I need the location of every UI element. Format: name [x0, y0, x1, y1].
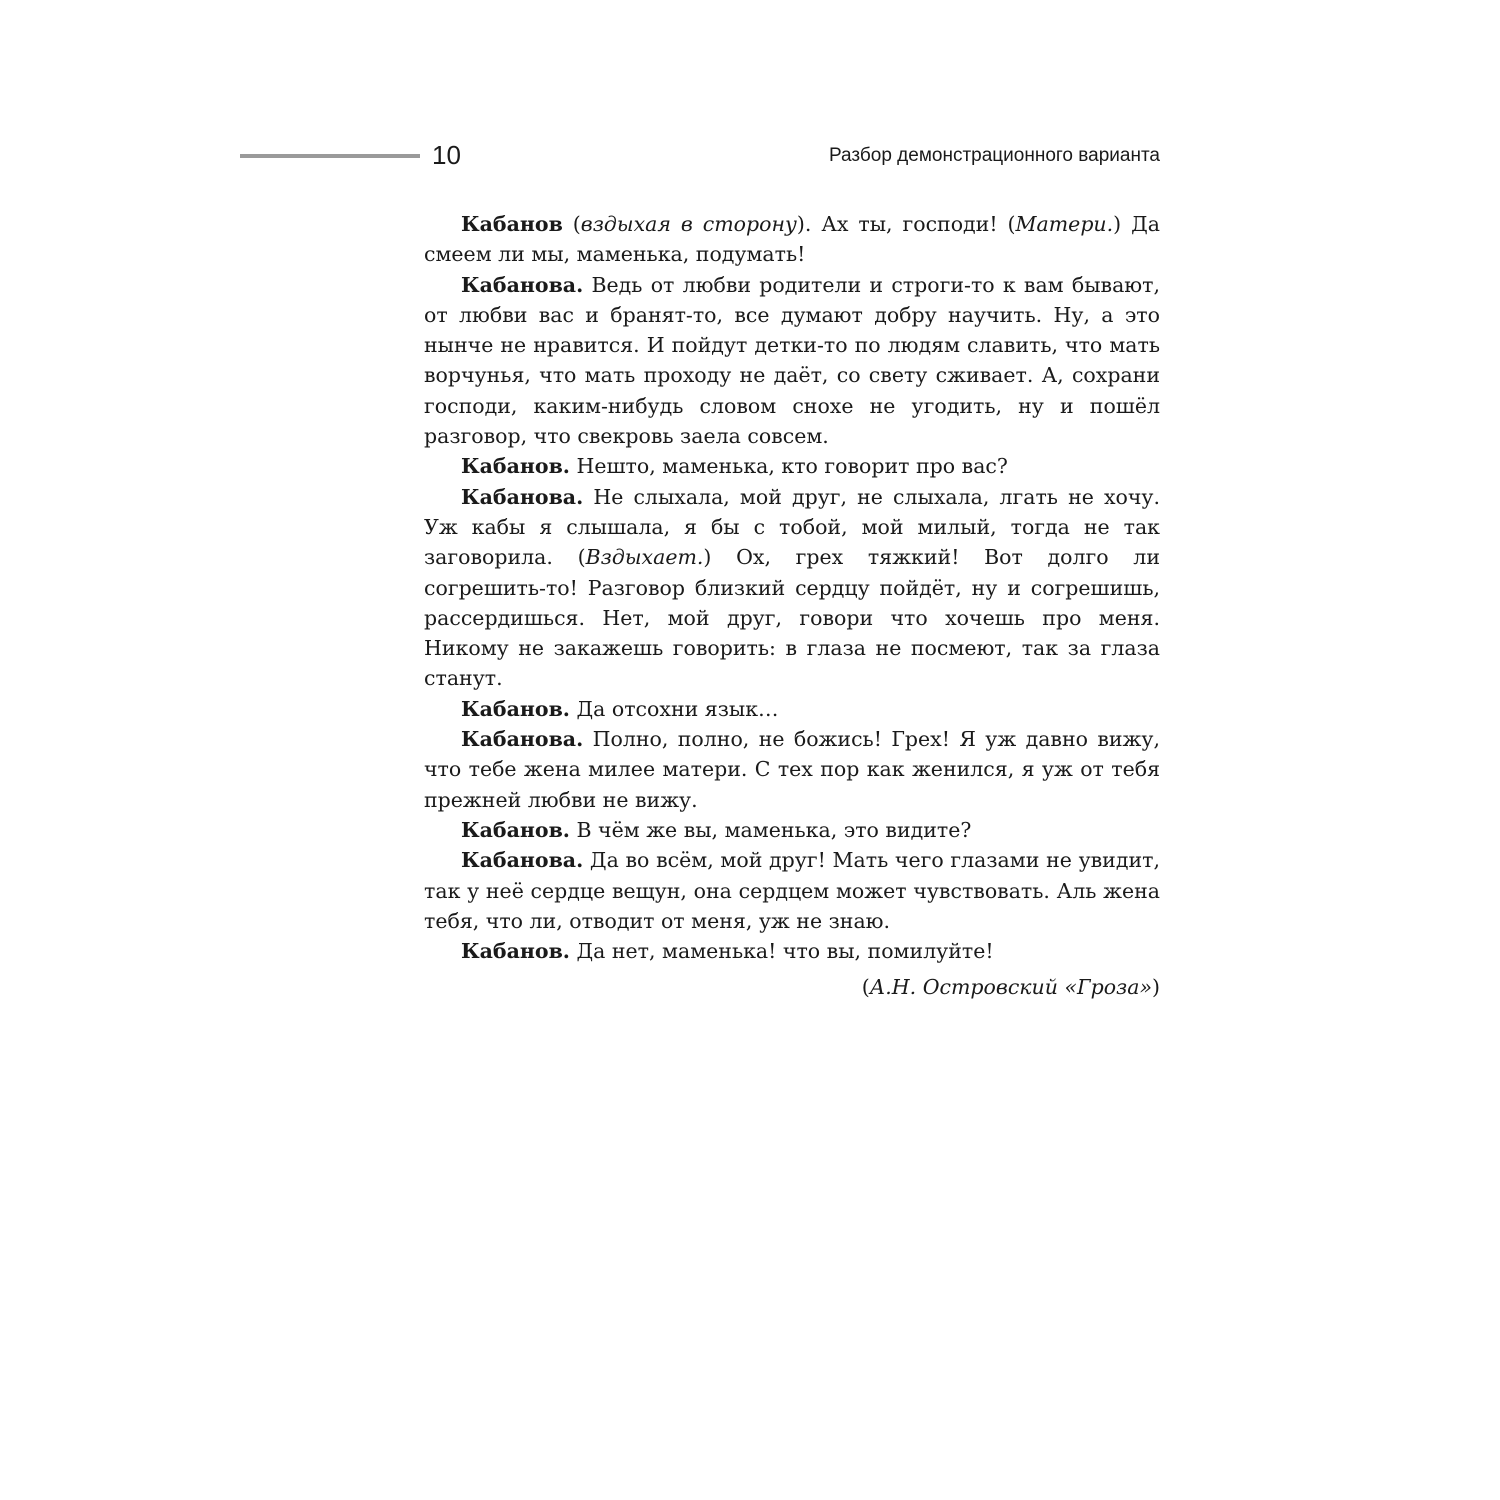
page-number: 10 [432, 140, 461, 170]
attribution-close-paren: ) [1152, 975, 1160, 1000]
stage-direction: Вздыхает. [585, 545, 704, 570]
stage-direction: вздыхая в сторону [580, 212, 797, 236]
speaker-name: Кабанов. [461, 696, 570, 721]
dialogue-line [424, 451, 1160, 481]
speaker-name: Кабанов. [461, 817, 570, 842]
running-title: Разбор демонстрационного варианта [828, 145, 1160, 166]
line-text: Да во всём, мой друг! Мать чего глазами не увидит, так у неё сердце вещун, она сердцем может чувствовать. Аль жена тебя, что ли, отводит от меня, уж не знаю. [424, 848, 1160, 933]
header-rule [240, 154, 420, 158]
attribution-text: А.Н. Островский «Гроза» [869, 975, 1152, 1000]
dialogue-line [424, 724, 1160, 815]
line-text: Да отсохни язык… [569, 696, 779, 721]
speaker-name: Кабанов. [461, 454, 570, 479]
line-text: Полно, полно, не божись! Грех! Я уж давно вижу, что тебе жена милее матери. С тех пор как женился, я уж от тебя прежней любви не вижу. [424, 727, 1160, 812]
speaker-name: Кабанов [461, 212, 563, 236]
dialogue-text [424, 209, 1160, 1003]
line-text: Да нет, маменька! что вы, помилуйте! [569, 939, 994, 964]
line-text: В чём же вы, маменька, это видите? [569, 817, 972, 842]
dialogue-line [424, 845, 1160, 936]
dialogue-line [424, 694, 1160, 724]
dialogue-line [424, 270, 1160, 452]
dialogue-line [424, 936, 1160, 966]
speaker-name: Кабанова. [461, 272, 584, 297]
speaker-name: Кабанова. [461, 484, 584, 509]
speaker-name: Кабанова. [461, 727, 584, 752]
speaker-name: Кабанова. [461, 848, 584, 873]
line-text: ( [562, 212, 581, 236]
line-text: ). Ах ты, господи! ( [796, 212, 1016, 236]
line-text: Не слыхала, мой друг, не слыхала, лгать не хочу. Уж кабы я слышала, я бы с тобой, мой милый, тогда не так заговорила. ( [424, 484, 1160, 570]
source-attribution [424, 972, 1160, 1002]
stage-direction: Матери. [1015, 212, 1114, 236]
dialogue-line [424, 209, 1160, 270]
line-text: ) Ох, грех тяжкий! Вот долго ли согрешить-то! Разговор близкий сердцу пойдёт, ну и согрешишь, рассердишься. Нет, мой друг, говори что хочешь про меня. Никому не закажешь говорить: в глаза не посмеют, так за глаза станут. [424, 545, 1160, 691]
line-text: ) Да смеем ли мы, маменька, подумать! [424, 212, 1161, 267]
line-text: Нешто, маменька, кто говорит про вас? [569, 454, 1008, 479]
line-text: Ведь от любви родители и строги-то к вам бывают, от любви вас и бранят-то, все думают добру научить. Ну, а это нынче не нравится. И пойдут детки-то по людям славить, что мать ворчунья, что мать проходу не даёт, со свету сживает. А, сохрани господи, каким-нибудь словом снохе не угодить, ну и пошёл разговор, что свекровь заела совсем. [424, 272, 1160, 449]
dialogue-line [424, 482, 1160, 694]
dialogue-line [424, 815, 1160, 845]
speaker-name: Кабанов. [461, 939, 570, 964]
attribution-open-paren: ( [861, 975, 870, 1000]
